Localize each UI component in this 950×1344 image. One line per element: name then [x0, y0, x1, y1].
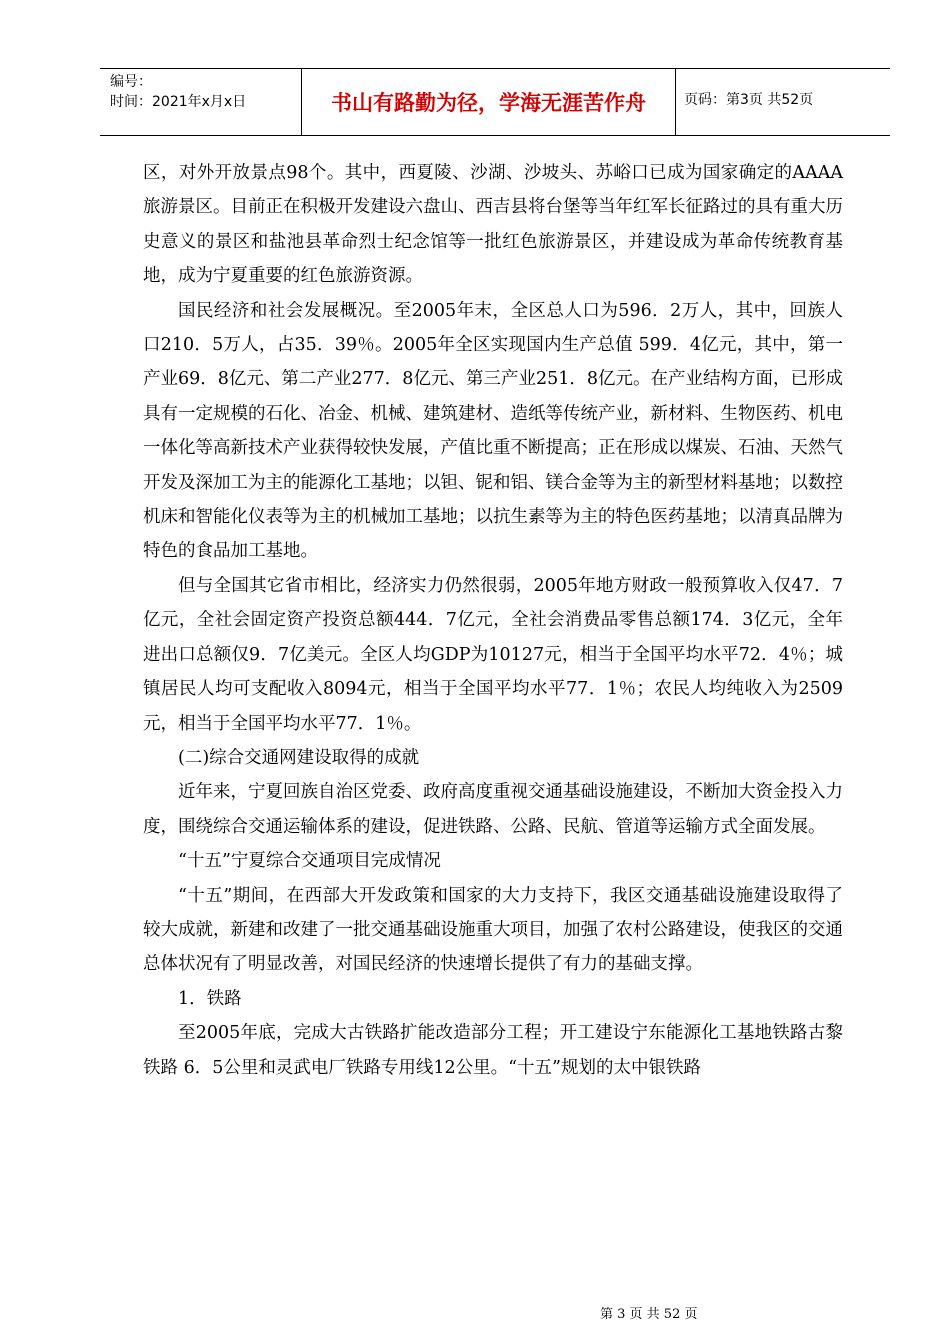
paragraph-tourism-scenic-areas: 区，对外开放景点98个。其中，西夏陵、沙湖、沙坡头、苏峪口已成为国家确定的AAAA旅游景区。目前正在积极开发建设六盘山、西吉县将台堡等当年红军长征路过的具有重大历史意义的景区和盐池县革命烈士纪念馆等一批红色旅游景区，并建设成为革命传统教育基地，成为宁夏重要的红色旅游资源。 — [143, 163, 843, 287]
subheading-railway: 1．铁路 — [178, 988, 242, 1009]
footer-page-number: 第 3 页 共 52 页 — [600, 1307, 698, 1322]
subheading-tenth-five-year-projects: “十五”宁夏综合交通项目完成情况 — [178, 851, 441, 872]
document-body — [143, 156, 843, 1085]
paragraph-tenth-five-year-achievements: “十五”期间，在西部大开发政策和国家的大力支持下，我区交通基础设施建设取得了较大成就，新建和改建了一批交通基础设施重大项目，加强了农村公路建设，使我区的交通总体状况有了明显改善，对国民经济的快速增长提供了有力的基础支撑。 — [143, 885, 843, 975]
header-divider-right — [675, 68, 676, 135]
section-heading-transport-achievements: (二)综合交通网建设取得的成就 — [178, 747, 420, 768]
header-page-info: 页码：第3页 共52页 — [684, 92, 814, 108]
header-motto: 书山有路勤为径，学海无涯苦作舟 — [331, 90, 646, 115]
document-number-label: 编号： — [110, 74, 152, 90]
header-bottom-rule — [100, 135, 890, 136]
paragraph-transport-investment: 近年来，宁夏回族自治区党委、政府高度重视交通基础设施建设，不断加大资金投入力度，围绕综合交通运输体系的建设，促进铁路、公路、民航、管道等运输方式全面发展。 — [143, 782, 843, 837]
header-meta — [110, 72, 298, 112]
document-time-label: 时间：2021年x月x日 — [110, 94, 247, 110]
paragraph-economic-comparison: 但与全国其它省市相比，经济实力仍然很弱，2005年地方财政一般预算收入仅47．7亿元，全社会固定资产投资总额444．7亿元，全社会消费品零售总额174．3亿元，全年进出口总额仅9．7亿美元。全区人均GDP为10127元，相当于全国平均水平72．4％；城镇居民人均可支配收入8094元，相当于全国平均水平77．1％；农民人均纯收入为2509元，相当于全国平均水平77．1％。 — [143, 575, 843, 734]
paragraph-railway-progress: 至2005年底，完成大古铁路扩能改造部分工程；开工建设宁东能源化工基地铁路古黎铁路 6．5公里和灵武电厂铁路专用线12公里。“十五”规划的太中银铁路 — [143, 1023, 843, 1078]
paragraph-economy-overview: 国民经济和社会发展概况。至2005年末，全区总人口为596．2万人，其中，回族人口210．5万人，占35．39％。2005年全区实现国内生产总值 599．4亿元，其中，第一产业69．8亿元、第二产业277．8亿元、第三产业251．8亿元。在产业结构方面，已形成具有一定规模的石化、冶金、机械、建筑建材、造纸等传统产业，新材料、生物医药、机电一体化等高新技术产业获得较快发展，产值比重不断提高；正在形成以煤炭、石油、天然气开发及深加工为主的能源化工基地；以钽、铌和铝、镁合金等为主的新型材料基地；以数控机床和智能化仪表等为主的机械加工基地；以抗生素等为主的特色医药基地；以清真品牌为特色的食品加工基地。 — [143, 300, 843, 562]
